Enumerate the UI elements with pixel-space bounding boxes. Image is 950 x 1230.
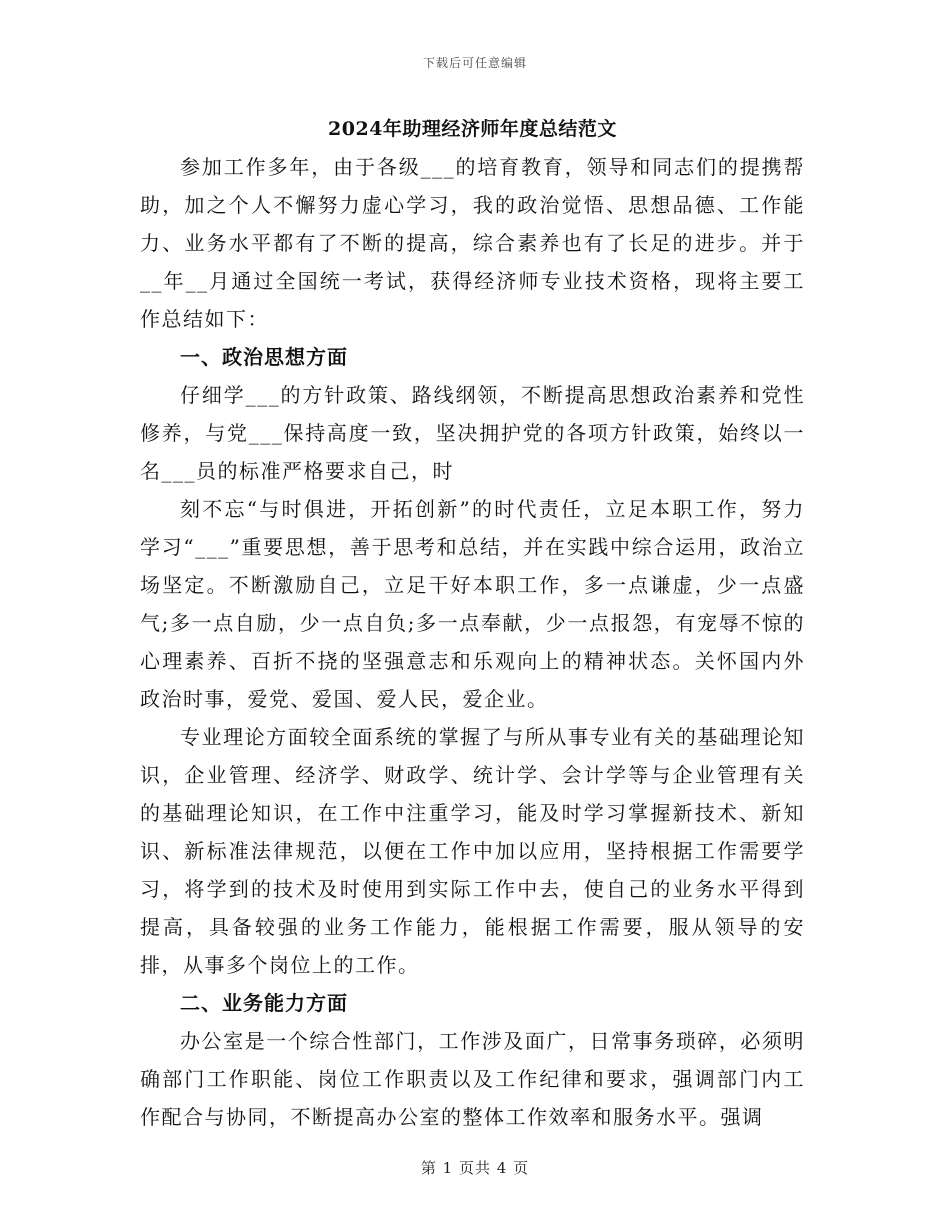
header-note: 下载后可任意编辑	[422, 56, 527, 70]
section-heading-business: 二、业务能力方面	[180, 991, 348, 1015]
business-paragraph-1: 办公室是一个综合性部门，工作涉及面广，日常事务琐碎，必须明确部门工作职能、岗位工作职责以及工作纪律和要求，强调部门内工作配合与协同，不断提高办公室的整体工作效率和服务水平。强调	[140, 1029, 805, 1129]
document-body	[140, 110, 805, 1136]
page-number: 第 1 页共 4 页	[420, 1159, 530, 1177]
intro-paragraph: 参加工作多年，由于各级___的培育教育，领导和同志们的提携帮助，加之个人不懈努力虚心学习，我的政治觉悟、思想品德、工作能力、业务水平都有了不断的提高，综合素养也有了长足的进步。并于__年__月通过全国统一考试，获得经济师专业技术资格，现将主要工作总结如下：	[140, 155, 805, 331]
political-paragraph-1: 仔细学___的方针政策、路线纲领，不断提高思想政治素养和党性修养，与党___保持高度一致，坚决拥护党的各项方针政策，始终以一名___员的标准严格要求自己，时	[140, 383, 805, 483]
document-title: 2024年助理经济师年度总结范文	[328, 118, 617, 140]
section-heading-political: 一、政治思想方面	[180, 345, 348, 369]
theory-paragraph: 专业理论方面较全面系统的掌握了与所从事专业有关的基础理论知识，企业管理、经济学、财政学、统计学、会计学等与企业管理有关的基础理论知识，在工作中注重学习，能及时学习掌握新技术、新知识、新标准法律规范，以便在工作中加以应用，坚持根据工作需要学习，将学到的技术及时使用到实际工作中去，使自己的业务水平得到提高，具备较强的业务工作能力，能根据工作需要，服从领导的安排，从事多个岗位上的工作。	[140, 725, 805, 977]
political-paragraph-2: 刻不忘“与时俱进，开拓创新”的时代责任，立足本职工作，努力学习“___”重要思想，善于思考和总结，并在实践中综合运用，政治立场坚定。不断激励自己，立足干好本职工作，多一点谦虚，少一点盛气;多一点自励，少一点自负;多一点奉献，少一点报怨，有宠辱不惊的心理素养、百折不挠的坚强意志和乐观向上的精神状态。关怀国内外政治时事，爱党、爱国、爱人民，爱企业。	[140, 497, 805, 711]
